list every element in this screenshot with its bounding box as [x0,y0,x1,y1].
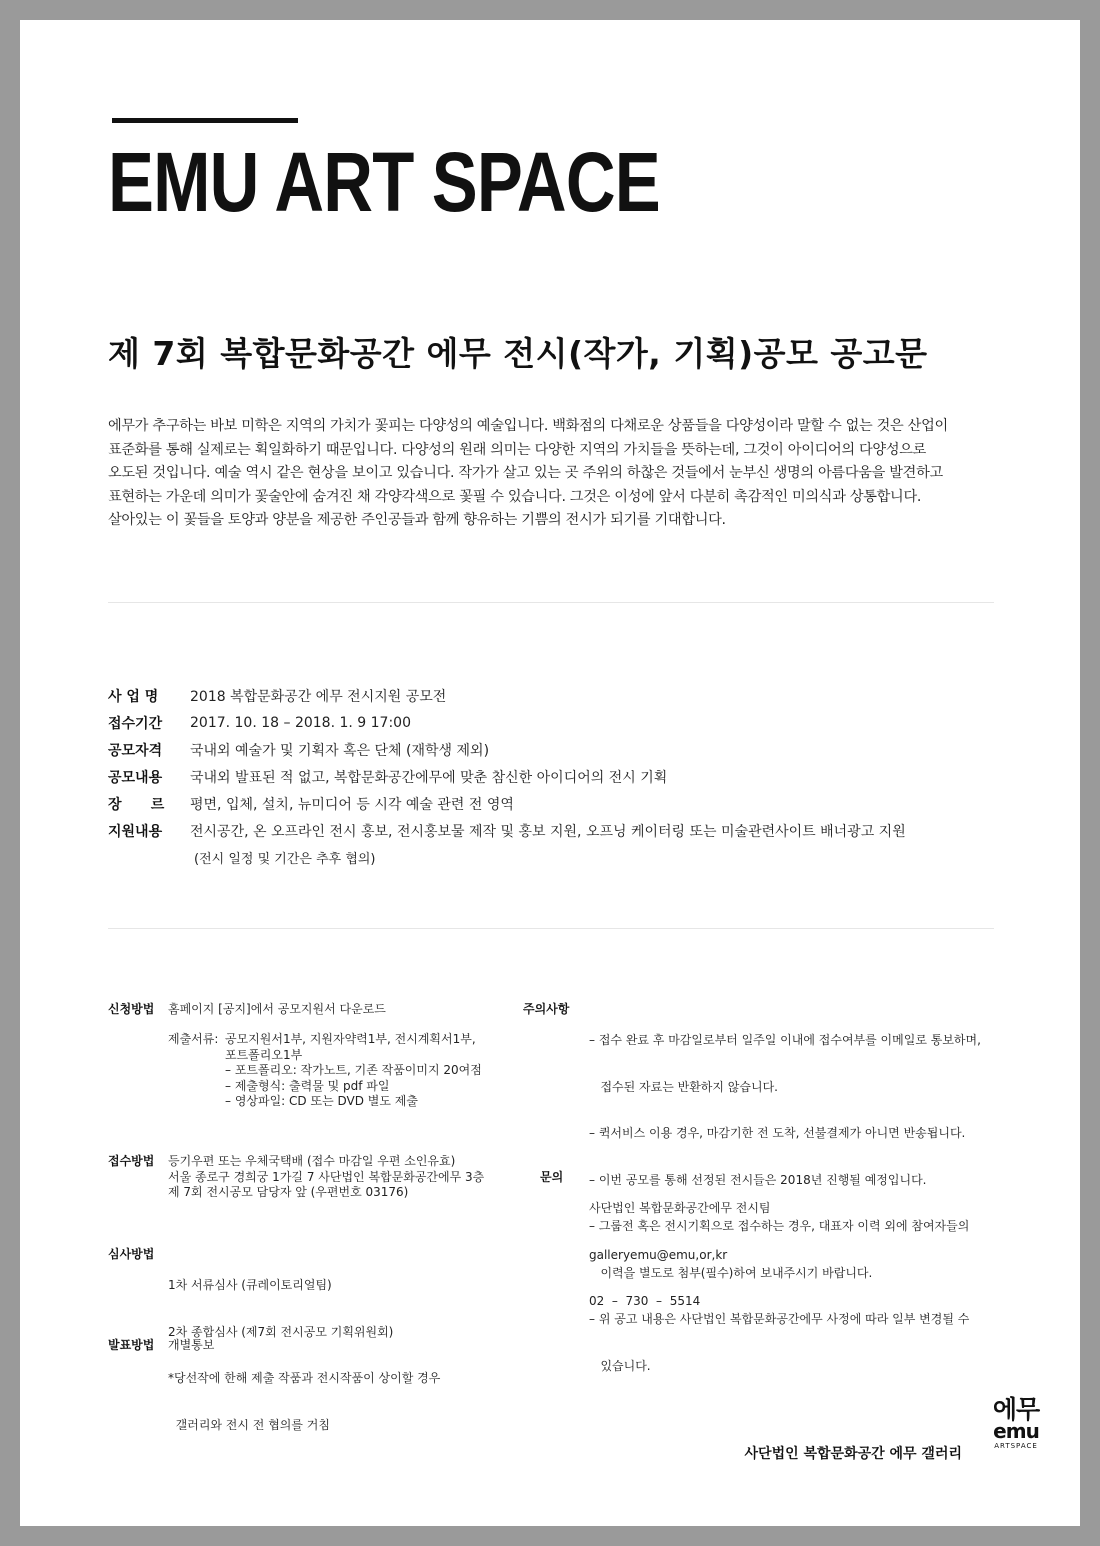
caution-item: – 이번 공모를 통해 선정된 전시들은 2018년 진행될 예정입니다. [589,1172,927,1187]
review-label [108,1247,154,1263]
caution-label-text: 주의사항 [523,1002,570,1016]
page-title: 제 7회 복합문화공간 에무 전시(작가, 기획)공모 공고문 [108,334,928,373]
receive-label-text: 접수방법 [108,1154,155,1168]
review-item: 1차 서류심사 (큐레이토리얼팀) [168,1278,332,1292]
poster-page [20,20,1080,1526]
info-row [108,763,906,790]
announce-value: 개별통보 [168,1338,215,1352]
review-list [168,1247,440,1464]
info-label: 장 르 [108,796,165,813]
review-item: 갤러리와 전시 전 협의를 거침 [168,1417,330,1432]
docs-label: 제출서류: [168,1032,219,1046]
contact-item: 사단법인 복합문화공간에무 전시팀 [589,1201,771,1215]
divider [108,928,994,929]
caution-item: 접수된 자료는 반환하지 않습니다. [589,1079,778,1094]
caution-item: – 접수 완료 후 마감일로부터 일주일 이내에 접수여부를 이메일로 통보하며, [589,1033,981,1047]
info-value: 전시공간, 온 오프라인 전시 홍보, 전시홍보물 제작 및 홍보 지원, 오프닝 케이터링 또는 미술관련사이트 배너광고 지원 [190,823,906,840]
receive-item: 제 7회 전시공모 담당자 앞 (우편번호 03176) [168,1185,409,1199]
logo-english: emu [993,1419,1039,1443]
announce-label [108,1338,154,1354]
info-table [108,682,906,871]
intro-line: 오도된 것입니다. 예술 역시 같은 현상을 보이고 있습니다. 작가가 살고 있는 곳 주위의 하찮은 것들에서 눈부신 생명의 아름다움을 발견하고 [108,465,943,481]
review-item: 2차 종합심사 (제7회 전시공모 기획위원회) [168,1324,394,1339]
info-row [108,790,906,817]
docs-item: – 제출형식: 출력물 및 pdf 파일 [225,1078,390,1093]
docs-list [225,1032,482,1110]
review-item: *당선작에 한해 제출 작품과 전시작품이 상이할 경우 [168,1371,441,1385]
footer-organization: 사단법인 복합문화공간 에무 갤러리 [744,1446,962,1462]
receive-item: 등기우편 또는 우체국택배 (접수 마감일 우편 소인유효) [168,1154,456,1168]
info-value: 2017. 10. 18 – 2018. 1. 9 17:00 [190,714,411,731]
intro-line: 표준화를 통해 실제로는 획일화하기 때문입니다. 다양성의 원래 의미는 다양한 지역의 가치들을 뜻하는데, 그것이 아이디어의 다양성으로 [108,441,927,458]
contact-email[interactable]: galleryemu@emu,or,kr [589,1247,728,1262]
receive-label [108,1154,154,1170]
info-row [108,736,906,763]
info-row [108,682,906,709]
info-label: 공모자격 [108,742,163,759]
docs-item: 포트폴리오1부 [225,1047,303,1062]
caution-item: – 그룹전 혹은 전시기획으로 접수하는 경우, 대표자 이력 외에 참여자들의 [589,1219,970,1233]
info-label: 사 업 명 [108,688,159,705]
info-note: (전시 일정 및 기간은 추후 협의) [194,852,376,867]
caution-item: 이력을 별도로 첨부(필수)하여 보내주시기 바랍니다. [589,1265,873,1280]
info-row [108,709,906,736]
docs-item: – 포트폴리오: 작가노트, 기존 작품이미지 20여점 [225,1063,482,1077]
info-value: 국내외 발표된 적 없고, 복합문화공간에무에 맞춘 참신한 아이디어의 전시 기획 [190,769,668,786]
review-label-text: 심사방법 [108,1247,155,1261]
caution-item: – 퀵서비스 이용 경우, 마감기한 전 도착, 선불결제가 아니면 반송됩니다. [589,1126,966,1140]
contact-list [589,1170,771,1341]
caution-item: 있습니다. [589,1358,651,1373]
announce-label-text: 발표방법 [108,1338,155,1352]
logo-korean: 에무 [992,1395,1040,1424]
intro-line: 에무가 추구하는 바보 미학은 지역의 가치가 꽃피는 다양성의 예술입니다. 백화점의 다채로운 상품들을 다양성이라 말할 수 없는 것은 산업이 [108,418,948,434]
info-label: 접수기간 [108,715,163,732]
receive-item: 서울 종로구 경희궁 1가길 7 사단법인 복합문화공간에무 3층 [168,1169,485,1184]
apply-section [108,1002,154,1018]
docs-item: – 영상파일: CD 또는 DVD 별도 제출 [225,1094,418,1108]
apply-line: 홈페이지 [공지]에서 공모지원서 다운로드 [168,1002,386,1016]
contact-phone: 02 – 730 – 5514 [589,1294,701,1308]
brand-heading: EMU ART SPACE [108,135,660,229]
info-row [108,817,906,844]
intro-line: 살아있는 이 꽃들을 토양과 양분을 제공한 주인공들과 함께 향유하는 기쁨의 전시가 되기를 기대합니다. [108,512,726,528]
contact-label-text: 문의 [540,1170,564,1184]
caution-item: – 위 공고 내용은 사단법인 복합문화공간에무 사정에 따라 일부 변경될 수 [589,1312,970,1326]
info-value: 2018 복합문화공간 에무 전시지원 공모전 [190,688,447,705]
intro-paragraph [108,415,994,533]
logo-sub: ARTSPACE [994,1442,1038,1450]
info-value: 평면, 입체, 설치, 뉴미디어 등 시각 예술 관련 전 영역 [190,796,514,813]
receive-list [168,1154,484,1201]
apply-label: 신청방법 [108,1002,155,1016]
intro-line: 표현하는 가운데 의미가 꽃술안에 숨겨진 채 각양각색으로 꽃필 수 있습니다. 그것은 이성에 앞서 다분히 촉감적인 미의식과 상통합니다. [108,488,922,505]
contact-label [540,1170,563,1186]
info-value: 국내외 예술가 및 기획자 혹은 단체 (재학생 제외) [190,742,490,759]
caution-label [523,1002,569,1018]
info-label: 지원내용 [108,823,163,840]
top-rule [112,118,298,123]
emu-logo [986,1395,1046,1450]
divider [108,602,994,603]
docs-item: 공모지원서1부, 지원자약력1부, 전시계획서1부, [225,1032,476,1046]
info-label: 공모내용 [108,769,163,786]
